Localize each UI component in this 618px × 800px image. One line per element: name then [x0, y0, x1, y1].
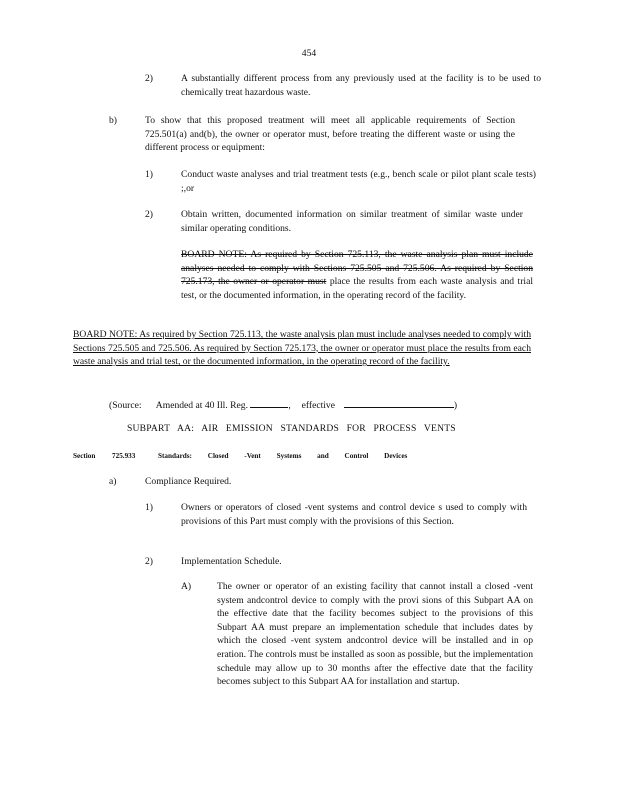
item-number: A) [181, 581, 192, 592]
item-number: 1) [145, 502, 153, 513]
source-amended: Amended at 40 Ill. Reg. [155, 400, 248, 411]
blank-line [344, 397, 454, 408]
item-number: 2) [145, 73, 153, 84]
paragraph-text: Obtain written, documented information on similar treatment of similar waste under similar operating conditions. [181, 209, 523, 234]
item-number: 2) [145, 556, 153, 567]
paragraph-text: Owners or operators of closed -vent systems and control device s used to comply with provisions of this Part must comply with the provisions of this Section. [181, 502, 527, 527]
paragraph-text: Compliance Required. [145, 476, 232, 487]
section-label: Section [73, 452, 96, 460]
paragraph-text: To show that this proposed treatment will meet all applicable requirements of Section 725.501(a) and(b), the owner or operator must, before treating the different waste or using the different process or equipment: [145, 115, 515, 154]
paragraph-text: A substantially different process from any previously used at the facility is to be used to chemically treat hazardous waste. [181, 73, 541, 98]
paragraph-text: The owner or operator of an existing facility that cannot install a closed -vent system andcontrol device to comply with the provi sions of this Subpart AA on the effective date that the facility becomes subject to the provisions of this Subpart AA must prepare an implementation schedule that includes dates by which the closed -vent system andcontrol device will be installed and in op eration. The controls must be installed as soon as possible, but the implementation schedule may allow up to 30 months after the effective date that the facility becomes subject to this Subpart AA for installation and startup. [217, 581, 533, 688]
blank-line [250, 397, 288, 408]
page-number: 454 [301, 48, 317, 59]
item-number: 1) [145, 169, 153, 180]
item-number: b) [109, 115, 117, 126]
paragraph-text: Implementation Schedule. [181, 556, 282, 567]
source-comma: , [288, 400, 291, 411]
source-note [109, 397, 457, 413]
board-note-old [181, 248, 533, 302]
subpart-heading: SUBPART AA: AIR EMISSION STANDARDS FOR PROCESS VENTS [127, 423, 456, 434]
deleted-text: BOARD NOTE: As required by Section 725.113, the waste analysis plan must include analyses needed to comply with Sections 725.505 and 725.506. As required by Section 725.173, the owner or operator must [181, 249, 533, 288]
retained-text: place the results from each waste analysis and trial test, or the documented information, in the operating record of the facility. [181, 276, 533, 301]
section-number: 725.933 [112, 452, 136, 460]
source-effective: effective [301, 400, 335, 411]
paragraph-text: Conduct waste analyses and trial treatment tests (e.g., bench scale or pilot plant scale tests) ;,or [181, 169, 536, 194]
source-close: ) [453, 400, 458, 411]
board-note-new: BOARD NOTE: As required by Section 725.113, the waste analysis plan must include analyses needed to comply with Sections 725.505 and 725.506. As required by Section 725.173, the owner or operator must place the results from each waste analysis and trial test, or the documented information, in the operating record of the facility. [73, 329, 531, 368]
item-number: 2) [145, 209, 153, 220]
item-number: a) [109, 476, 117, 487]
section-title: Standards: Closed -Vent Systems and Control Devices [158, 452, 408, 460]
source-open: (Source: [109, 400, 142, 411]
